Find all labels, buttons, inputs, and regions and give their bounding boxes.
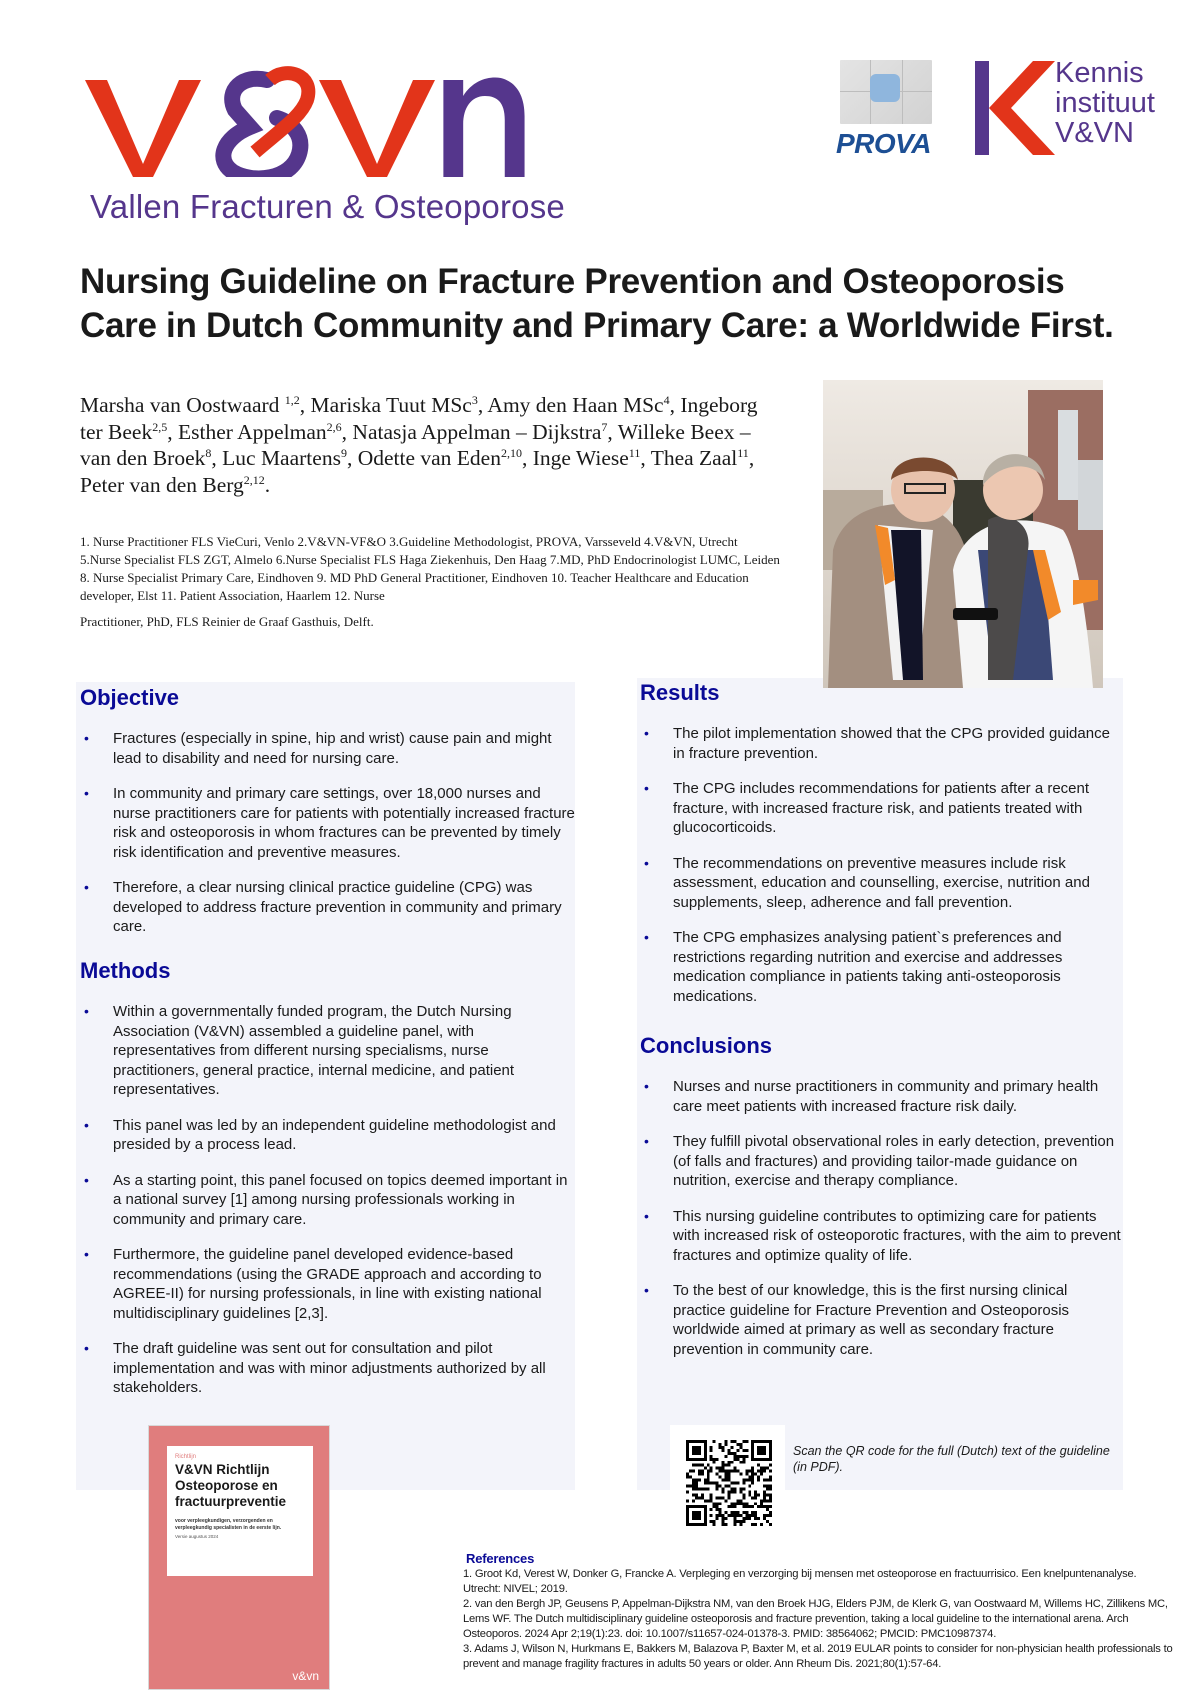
methods-heading: Methods	[80, 958, 171, 983]
author-affiliation-ref: 9	[340, 446, 347, 460]
title-line-1: Nursing Guideline on Fracture Prevention and Osteoporosis	[80, 262, 1065, 301]
author: Esther Appelman$^{2,6}$,	[177, 419, 353, 444]
author: Inge Wiese$^{11}$,	[532, 446, 651, 470]
ki-line-3: V&VN	[1055, 117, 1134, 149]
bullet-item: • The draft guideline was sent out for consultation and pilot implementation and was with minor adjustments authorized by all stakeholders.	[80, 1339, 575, 1398]
author-affiliation-ref: 4	[663, 393, 670, 407]
objective-bullets	[80, 729, 575, 937]
results-bullets	[640, 724, 1124, 1006]
bullet-item: • Therefore, a clear nursing clinical practice guideline (CPG) was developed to address fracture prevention in community and primary care.	[80, 878, 575, 937]
author-list	[80, 392, 780, 498]
author-affiliation-ref: 8	[205, 446, 212, 460]
author-affiliation-ref: 2,6	[326, 419, 342, 434]
book-logo: v&vn	[292, 1669, 319, 1683]
logo-v-right	[319, 80, 435, 177]
reference-2: 2. van den Bergh JP, Geusens P, Appelman-Dijkstra NM, van den Broek HJG, Elders PJM, de Klerk G, van Oostwaard M, Willems HC, Zillikens MC, Lems WF. The Dutch multidisciplinary guideline osteoporosis and fracture prevention, taking a local guideline to the international arena. Arch Osteoporos. 2024 Apr 2;19(1):23. doi: 10.1007/s11657-024-01378-3. PMID: 38564062; PMCID: PMC10987374.	[463, 1598, 1168, 1640]
author: Peter van den Berg$^{2,12}$.	[80, 472, 271, 497]
author: Willeke Beex – van den Broek$^8$,	[80, 419, 751, 470]
author: Marsha van Oostwaard $^{1,2}$,	[80, 393, 311, 417]
puzzle-icon	[840, 60, 932, 124]
bullet-item: • The CPG includes recommendations for patients after a recent fracture, with increased fracture risk, and patients treated with glucocorticoids.	[640, 779, 1124, 838]
author: Mariska Tuut MSc$^3$,	[310, 393, 488, 417]
bullet-item: • They fulfill pivotal observational roles in early detection, prevention (of falls and fractures) and providing tailor-made guidance on nutrition, exercise and therapy compliance.	[640, 1132, 1124, 1191]
nurses-photo	[823, 380, 1103, 688]
book-kicker: Richtlijn	[175, 1454, 197, 1460]
book-date: Versie augustus 2024	[175, 1534, 219, 1539]
results-heading: Results	[640, 680, 720, 705]
methods-bullets	[80, 1002, 575, 1398]
author-affiliation-ref: 3	[471, 393, 478, 407]
logo-subtitle: Vallen Fracturen & Osteoporose	[90, 188, 565, 225]
author-affiliation-ref: 2,5	[152, 419, 168, 434]
ki-line-1: Kennis	[1055, 57, 1144, 89]
affiliations-last: Practitioner, PhD, FLS Reinier de Graaf Gasthuis, Delft.	[80, 614, 374, 629]
objective-section	[80, 685, 575, 953]
guideline-book-cover	[148, 1425, 330, 1690]
vvn-logo	[85, 52, 525, 177]
book-title-card	[167, 1446, 313, 1576]
conclusions-section	[640, 1033, 1124, 1375]
reference-1: 1. Groot Kd, Verest W, Donker G, Francke A. Verpleging en verzorging bij mensen met osteoporose en fractuurrisico. Een knelpuntenanalyse. Utrecht: NIVEL; 2019.	[463, 1568, 1137, 1595]
bullet-item: • The CPG emphasizes analysing patient`s preferences and restrictions regarding nutrition and exercise and addresses medication compliance in patients taking anti-osteoporosis medications.	[640, 928, 1124, 1006]
author: Luc Maartens$^9$,	[222, 446, 358, 470]
bullet-item: • The pilot implementation showed that the CPG provided guidance in fracture prevention.	[640, 724, 1124, 763]
affiliations-main: 1. Nurse Practitioner FLS VieCuri, Venlo 2.V&VN-VF&O 3.Guideline Methodologist, PROVA, Varsseveld 4.V&VN, Utrecht 5.Nurse Specialist FLS ZGT, Almelo 6.Nurse Specialist FLS Haga Ziekenhuis, Den Haag 7.MD, PhD Endocrinologist LUMC, Leiden 8. Nurse Specialist Primary Care, Eindhoven 9. MD PhD General Practitioner, Eindhoven 10. Teacher Healthcare and Education developer, Elst 11. Patient Association, Haarlem 12. Nurse	[80, 534, 780, 603]
author-affiliation-ref: 7	[601, 419, 608, 434]
bullet-item: • To the best of our knowledge, this is the first nursing clinical practice guideline for Fracture Prevention and Osteoporosis worldwide aimed at primary as well as secondary fracture prevention in community care.	[640, 1281, 1124, 1359]
conclusions-heading: Conclusions	[640, 1033, 773, 1058]
author-affiliation-ref: 1,2	[284, 393, 300, 407]
author: Thea Zaal$^{11}$,	[650, 446, 755, 470]
affiliations	[80, 533, 780, 631]
kennisinstituut-label	[1055, 58, 1155, 148]
bullet-item: • Nurses and nurse practitioners in community and primary health care meet patients with increased fracture risk daily.	[640, 1077, 1124, 1116]
results-section	[640, 680, 1124, 1022]
ki-line-2: instituut	[1055, 87, 1155, 119]
author-affiliation-ref: 2,12	[243, 472, 265, 487]
bullet-item: • This panel was led by an independent guideline methodologist and presided by a process lead.	[80, 1116, 575, 1155]
author: Natasja Appelman – Dijkstra$^7$,	[352, 419, 618, 444]
prova-logo	[836, 60, 936, 164]
title-line-2: Care in Dutch Community and Primary Care: a Worldwide First.	[80, 306, 1114, 345]
author-affiliation-ref: 11	[628, 446, 641, 460]
conclusions-bullets	[640, 1077, 1124, 1359]
references	[463, 1551, 1173, 1672]
author-affiliation-ref: 2,10	[500, 446, 522, 460]
reference-3: 3. Adams J, Wilson N, Hurkmans E, Bakkers M, Balazova P, Baxter M, et al. 2019 EULAR points to consider for non-physician health professionals to prevent and manage fragility fractures in adults 50 years or older. Ann Rheum Dis. 2021;80(1):57-64.	[463, 1643, 1173, 1670]
qr-code-icon[interactable]	[686, 1440, 772, 1526]
bullet-item: • Fractures (especially in spine, hip and wrist) cause pain and might lead to disability and need for nursing care.	[80, 729, 575, 768]
bullet-item: • Furthermore, the guideline panel developed evidence-based recommendations (using the GRADE approach and according to AGREE-II) for nursing professionals, in line with existing national multidisciplinary guidelines [2,3].	[80, 1245, 575, 1323]
author: Amy den Haan MSc$^4$,	[487, 393, 681, 417]
objective-heading: Objective	[80, 685, 180, 710]
references-heading: References	[466, 1551, 535, 1566]
author: Ingeborg ter Beek$^{2,5}$,	[80, 393, 758, 444]
bullet-item: • This nursing guideline contributes to optimizing care for patients with increased risk of osteoporotic fractures, with the aim to prevent fractures and optimize quality of life.	[640, 1207, 1124, 1266]
logo-n	[443, 78, 524, 177]
bullet-item: • As a starting point, this panel focused on topics deemed important in a national survey [1] among nursing professionals working in community and primary care.	[80, 1171, 575, 1230]
bullet-item: • Within a governmentally funded program, the Dutch Nursing Association (V&VN) assembled a guideline panel, with representatives from different nursing specialisms, nurse practitioners, general practice, internal medicine, and patient representatives.	[80, 1002, 575, 1100]
author-affiliation-ref: 11	[737, 446, 749, 460]
logo-v-left	[85, 80, 201, 177]
poster-title	[80, 260, 1190, 348]
bullet-item: • The recommendations on preventive measures include risk assessment, education and counselling, exercise, nutrition and supplements, sleep, adherence and fall prevention.	[640, 854, 1124, 913]
qr-caption: Scan the QR code for the full (Dutch) text of the guideline (in PDF).	[793, 1444, 1110, 1474]
book-title: V&VN Richtlijn Osteoporose en fractuurpreventie	[175, 1462, 287, 1509]
prova-label: PROVA	[836, 128, 931, 159]
methods-section	[80, 958, 575, 1414]
bullet-item: • In community and primary care settings, over 18,000 nurses and nurse practitioners care for patients with potentially increased fracture risk and osteoporosis in whom fractures can be prevented by timely risk identification and preventive measures.	[80, 784, 575, 862]
book-subtitle: voor verpleegkundigen, verzorgenden en verpleegkundig specialisten in de eerste lijn.	[175, 1518, 282, 1531]
author: Odette van Eden$^{2,10}$,	[357, 446, 533, 470]
